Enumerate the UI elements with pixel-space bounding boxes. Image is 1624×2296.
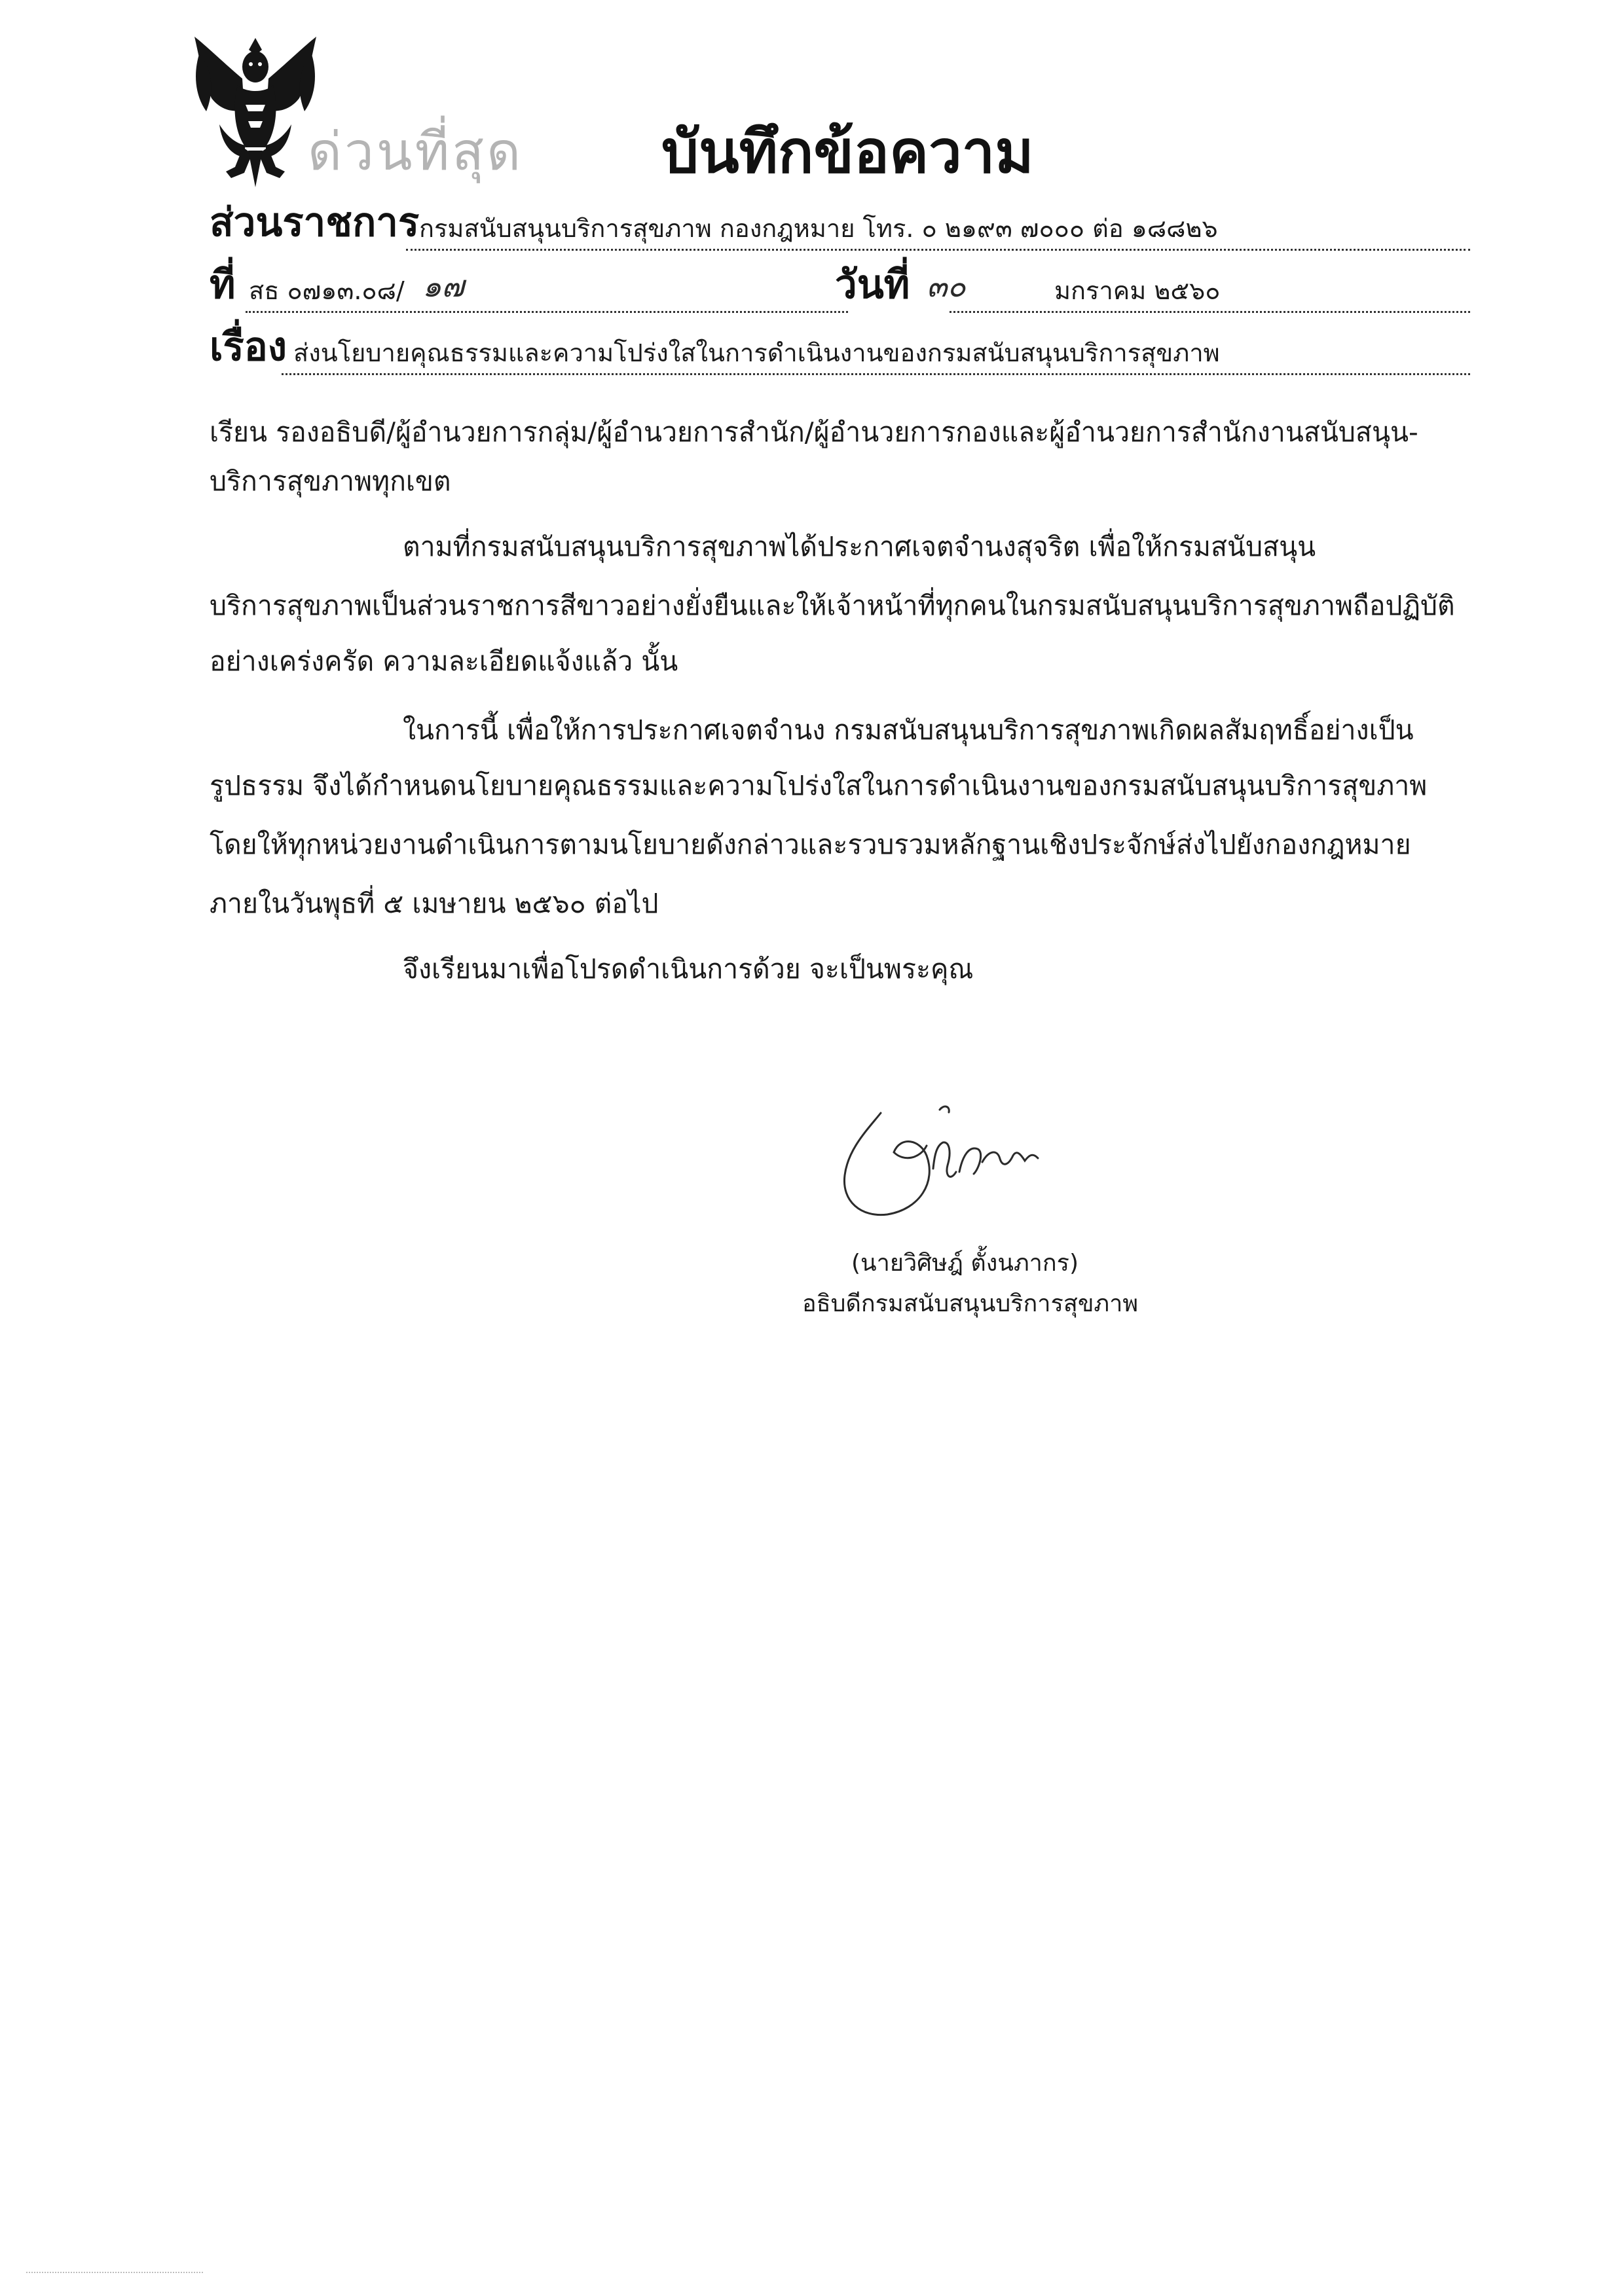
date-day-handwritten: ๓๐ — [927, 268, 966, 304]
subject-label: เรื่อง — [210, 324, 287, 370]
paragraph-1-line-1: ตามที่กรมสนับสนุนบริการสุขภาพได้ประกาศเจตจำนงสุจริต เพื่อให้กรมสนับสนุน — [403, 531, 1316, 562]
subject-row — [210, 324, 1470, 383]
date-value: มกราคม ๒๕๖๐ — [1054, 276, 1221, 305]
paragraph-2-line-4: ภายในวันพุธที่ ๕ เมษายน ๒๕๖๐ ต่อไป — [210, 888, 659, 919]
date-label: วันที่ — [835, 262, 910, 308]
agency-row — [210, 200, 1470, 259]
paragraph-1-line-2: บริการสุขภาพเป็นส่วนราชการสีขาวอย่างยั่งยืนและให้เจ้าหน้าที่ทุกคนในกรมสนับสนุนบริการสุขภาพถือปฏิบัติ — [210, 590, 1455, 621]
reference-date-row — [210, 262, 1470, 321]
urgency-stamp: ด่วนที่สุด — [308, 121, 524, 182]
agency-dotted-line — [406, 249, 1470, 251]
reference-dotted-line — [246, 311, 848, 313]
paragraph-1-line-3: อย่างเคร่งครัด ความละเอียดแจ้งแล้ว นั้น — [210, 646, 678, 677]
date-dotted-line — [950, 311, 1470, 313]
subject-dotted-line — [282, 373, 1470, 375]
salutation-line-1: เรียน รองอธิบดี/ผู้อำนวยการกลุ่ม/ผู้อำนวยการสำนัก/ผู้อำนวยการกองและผู้อำนวยการสำนักงานสนับสนุน- — [210, 416, 1418, 448]
paragraph-2-line-2: รูปธรรม จึงได้กำหนดนโยบายคุณธรรมและความโปร่งใสในการดำเนินงานของกรมสนับสนุนบริการสุขภาพ — [210, 770, 1428, 801]
reference-handwritten-number: ๑๗ — [422, 268, 464, 304]
agency-value: กรมสนับสนุนบริการสุขภาพ กองกฎหมาย โทร. ๐ ๒๑๙๓ ๗๐๐๐ ต่อ ๑๘๘๒๖ — [419, 214, 1218, 243]
footer-dotted-line — [26, 2272, 203, 2273]
paragraph-2-line-1: ในการนี้ เพื่อให้การประกาศเจตจำนง กรมสนับสนุนบริการสุขภาพเกิดผลสัมฤทธิ์อย่างเป็น — [403, 714, 1414, 746]
handwritten-signature — [822, 1090, 1097, 1241]
document-title: บันทึกข้อความ — [661, 118, 1034, 187]
reference-label: ที่ — [210, 262, 236, 308]
agency-label: ส่วนราชการ — [210, 200, 420, 246]
signatory-position: อธิบดีกรมสนับสนุนบริการสุขภาพ — [802, 1290, 1139, 1317]
subject-value: ส่งนโยบายคุณธรรมและความโปร่งใสในการดำเนินงานของกรมสนับสนุนบริการสุขภาพ — [293, 338, 1220, 367]
paragraph-2-line-3: โดยให้ทุกหน่วยงานดำเนินการตามนโยบายดังกล่าวและรวบรวมหลักฐานเชิงประจักษ์ส่งไปยังกองกฎหมาย — [210, 829, 1411, 860]
reference-value: สธ ๐๗๑๓.๐๘/ — [249, 276, 405, 305]
closing-line: จึงเรียนมาเพื่อโปรดดำเนินการด้วย จะเป็นพระคุณ — [403, 953, 974, 985]
signatory-name: (นายวิศิษฎ์ ตั้งนภากร) — [851, 1250, 1079, 1277]
salutation-line-2: บริการสุขภาพทุกเขต — [210, 465, 451, 497]
